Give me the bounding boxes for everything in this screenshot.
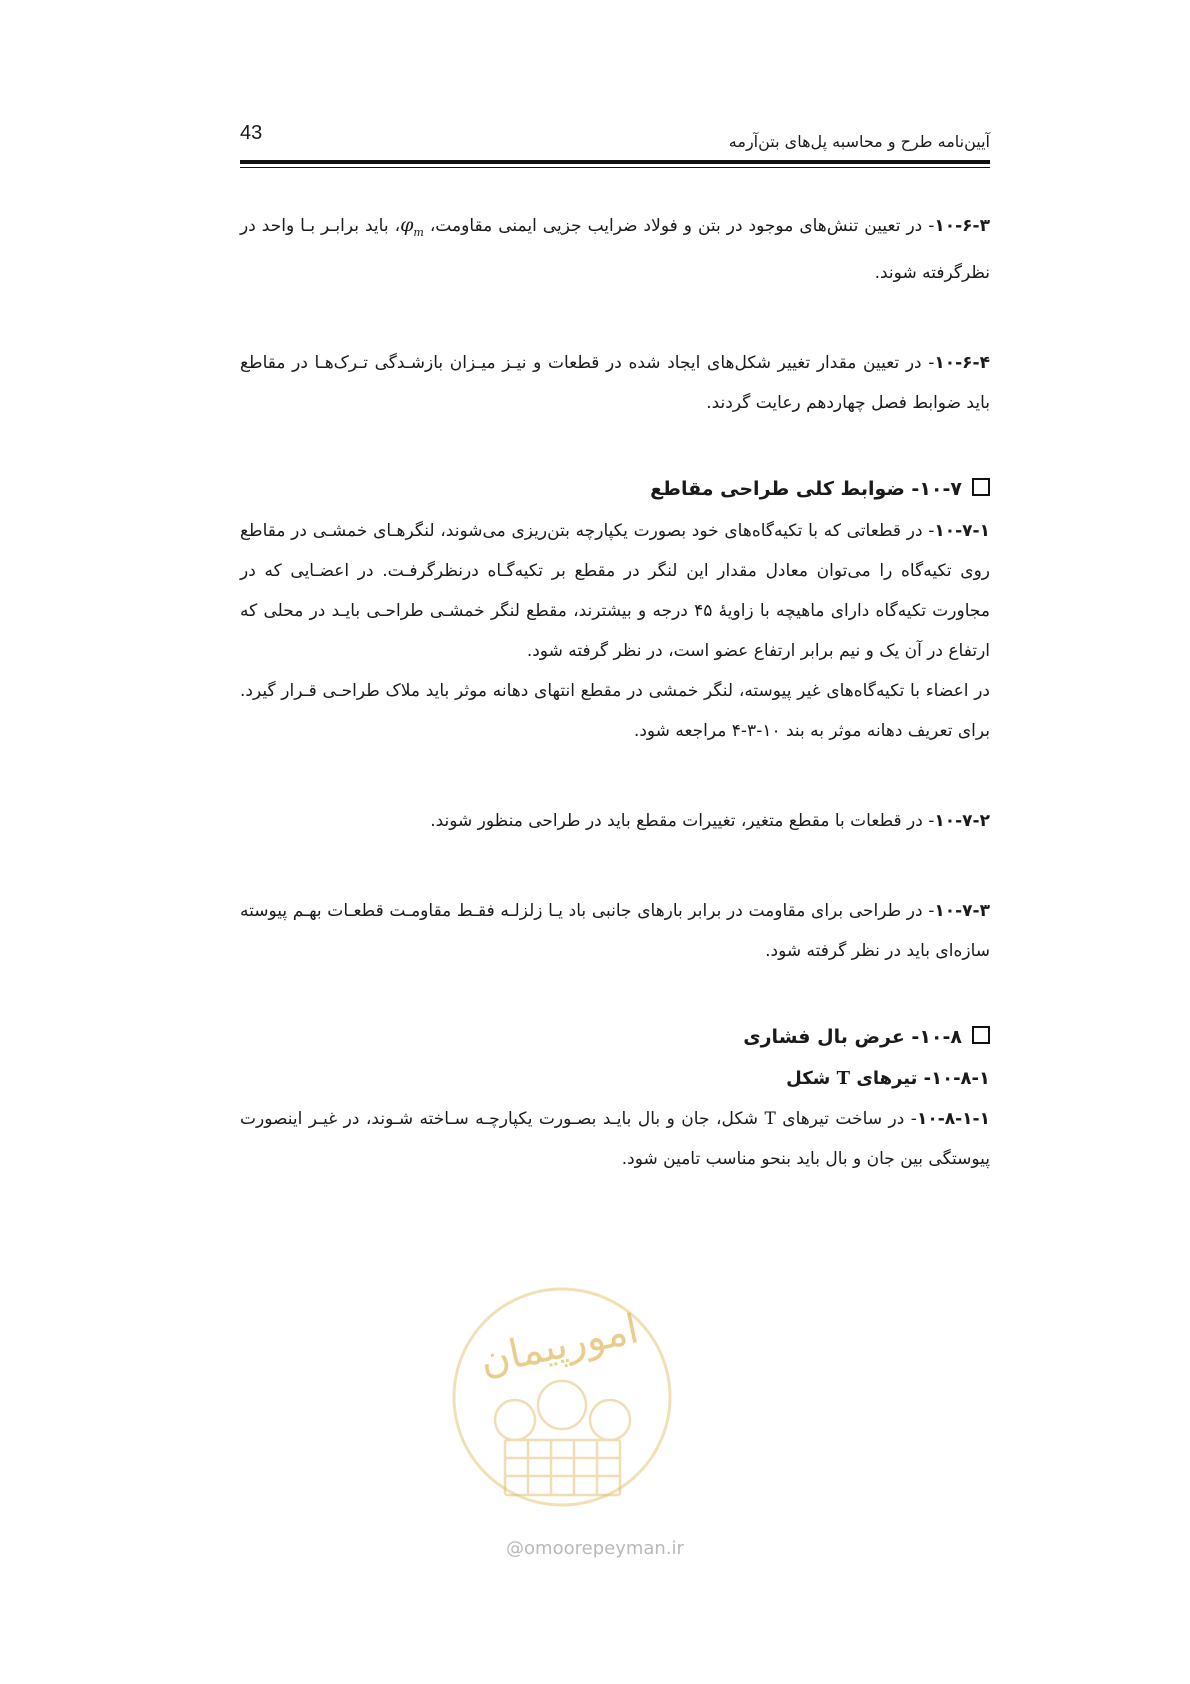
clause-number: ۱۰-۷-۳ <box>934 900 990 921</box>
paragraph-10-8-1-1: ۱۰-۸-۱-۱- در ساخت تیرهای T شکل، جان و بال بایـد بصـورت یکپارچـه سـاخته شـوند، در غیـر اینصورت پیوستگی بین جان و بال باید بنحو مناسب تامین شود. <box>240 1108 990 1169</box>
seal-lettering: امورپیمان <box>476 1306 643 1385</box>
paragraph-10-7-2 <box>240 801 990 841</box>
paragraph-text: شکل، جان و بال بایـد بصـورت یکپارچـه سـاخته شـوند، در غیـر اینصورت پیوستگی بین جان و بال باید بنحو مناسب تامین شود. <box>240 1108 990 1169</box>
paragraph-10-7-1 <box>240 511 990 671</box>
paragraph-10-7-1-continued: در اعضاء با تکیه‌گاه‌های غیر پیوسته، لنگر خمشی در مقطع انتهای دهانه موثر باید ملاک طراحـی قـرار گیرد. برای تعریف دهانه موثر به بند ۱۰-۳-۴ مراجعه شود. <box>240 680 990 741</box>
paragraph-text: - در قطعات با مقطع متغیر، تغییرات مقطع باید در طراحی منظور شوند. <box>430 810 935 831</box>
paragraph-10-7-3 <box>240 891 990 971</box>
paragraph-text: - در تعیین تنش‌های موجود در بتن و فولاد ضرایب جزیی ایمنی مقاومت، <box>423 216 935 236</box>
watermark-caption: @omoorepeyman.ir <box>506 1538 684 1559</box>
paragraph-text: - در ساخت تیرهای <box>775 1108 917 1129</box>
clause-number: ۱۰-۷-۲ <box>934 810 990 831</box>
paragraph-text: - در قطعاتی که با تکیه‌گاه‌های خود بصورت یکپارچه بتن‌ریزی می‌شوند، لنگرهـای خمشـی در مقاطع روی تکیه‌گاه را می‌توان معادل مقدار این لنگر در مقطع بر تکیه‌گـاه درنظرگرفـت. در اعضـایی که در مجاورت تکیه‌گاه دارای ماهیچه با زاویهٔ ۴۵ درجه و بیشترند، مقطع لنگر خمشـی طراحـی بایـد در محلی که ارتفاع در آن یک و نیم برابر ارتفاع عضو است، در نظر گرفته شود. <box>240 520 990 661</box>
clause-number: ۱۰-۶-۳ <box>934 216 990 236</box>
page-body <box>240 205 990 1179</box>
phi-symbol: $\varphi_m$ <box>400 214 424 239</box>
section-heading-10-7: ۱۰-۷- ضوابط کلی طراحی مقاطع <box>240 467 990 511</box>
paragraph-10-6-4 <box>240 343 990 423</box>
section-heading-10-8: ۱۰-۸- عرض بال فشاری <box>240 1015 990 1059</box>
clause-number: ۱۰-۶-۴ <box>934 352 990 373</box>
paragraph-text: - در تعیین مقدار تغییر شکل‌های ایجاد شده در قطعات و نیـز میـزان بازشـدگی تـرک‌هـا در مقاطع باید ضوابط فصل چهاردهم رعایت گردند. <box>240 352 990 413</box>
page-number: 43 <box>240 122 263 144</box>
watermark-seal-logo <box>445 1280 680 1515</box>
clause-number: ۱۰-۸-۱-۱ <box>916 1108 990 1129</box>
checkbox-square-icon <box>972 478 990 496</box>
checkbox-square-icon <box>972 1026 990 1044</box>
paragraph-text: ، باید برابـر بـا واحد در نظرگرفته شوند. <box>240 216 990 283</box>
paragraph-10-6-3 <box>240 205 990 293</box>
subsection-heading-10-8-1: ۱۰-۸-۱- تیرهای T شکل <box>786 1067 990 1089</box>
paragraph-text: - در طراحی برای مقاومت در برابر بارهای جانبی باد یـا زلزلـه فقـط مقاومـت قطعـات بهـم پیوسته سازه‌ای باید در نظر گرفته شود. <box>240 900 990 961</box>
header-rule-thin <box>240 167 990 168</box>
header-rule-thick <box>240 160 990 164</box>
seal-graphic <box>445 1280 680 1515</box>
clause-number: ۱۰-۷-۱ <box>934 520 990 541</box>
running-header: آیین‌نامه طرح و محاسبه پل‌های بتن‌آرمه <box>728 132 990 151</box>
